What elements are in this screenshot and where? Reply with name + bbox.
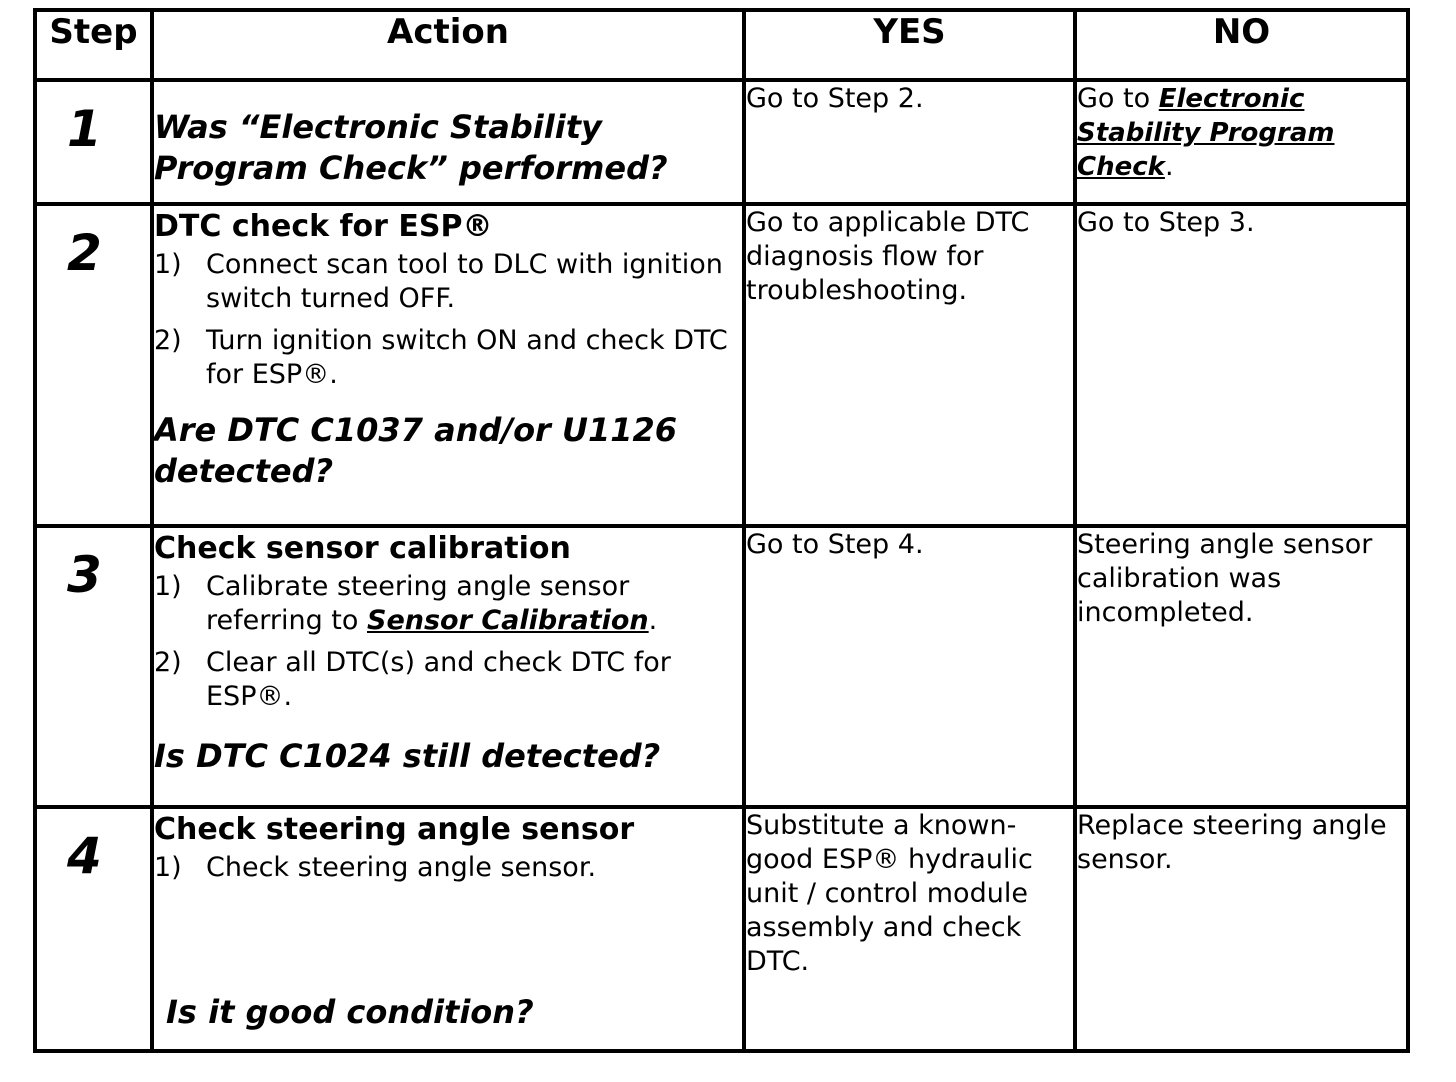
no-text-suffix: . xyxy=(1164,151,1174,182)
item-number: 2) xyxy=(154,325,182,356)
step-cell xyxy=(35,80,152,204)
no-text: Go to Step 3. xyxy=(1077,207,1255,238)
step-number: 2 xyxy=(67,224,102,282)
no-text-prefix: Go to xyxy=(1077,83,1159,114)
procedure-list xyxy=(154,851,742,885)
list-item xyxy=(154,248,742,316)
list-item xyxy=(154,324,742,392)
item-number: 1) xyxy=(154,571,182,602)
action-cell xyxy=(152,204,744,526)
item-number: 1) xyxy=(154,852,182,883)
step-number: 3 xyxy=(67,546,102,604)
no-cell xyxy=(1075,526,1408,807)
table-row xyxy=(35,807,1408,1051)
no-cell xyxy=(1075,80,1408,204)
header-no: NO xyxy=(1075,10,1408,80)
item-text: Clear all DTC(s) and check DTC for ESP®. xyxy=(206,647,671,712)
step-cell xyxy=(35,526,152,807)
action-cell xyxy=(152,807,744,1051)
step-number: 4 xyxy=(67,827,102,885)
header-step: Step xyxy=(35,10,152,80)
item-text-suffix: . xyxy=(648,605,658,636)
list-item xyxy=(154,570,742,638)
yes-text: Go to Step 2. xyxy=(746,83,924,114)
question-line: Was “Electronic Stability xyxy=(154,108,602,146)
item-text-prefix: Calibrate steering angle sensor referring to xyxy=(206,571,630,636)
item-number: 2) xyxy=(154,647,182,678)
sensor-calibration-link[interactable]: Sensor Calibration xyxy=(367,605,649,636)
item-text: Connect scan tool to DLC with ignition switch turned OFF. xyxy=(206,249,723,314)
table-row xyxy=(35,80,1408,204)
header-yes: YES xyxy=(744,10,1075,80)
diagnosis-table xyxy=(33,8,1410,1053)
yes-cell xyxy=(744,526,1075,807)
no-cell xyxy=(1075,807,1408,1051)
yes-cell xyxy=(744,80,1075,204)
no-text: Replace steering angle sensor. xyxy=(1077,810,1387,875)
header-action: Action xyxy=(152,10,744,80)
table-row xyxy=(35,526,1408,807)
diagnosis-table-container xyxy=(33,8,1406,1049)
item-text: Check steering angle sensor. xyxy=(206,852,597,883)
item-text: Turn ignition switch ON and check DTC for ESP®. xyxy=(206,325,728,390)
step-question: Are DTC C1037 and/or U1126 detected? xyxy=(154,411,678,490)
list-item xyxy=(154,851,742,885)
step-question: Is it good condition? xyxy=(166,993,534,1031)
yes-text: Substitute a known-good ESP® hydraulic unit / control module assembly and check DTC. xyxy=(746,810,1033,977)
no-cell xyxy=(1075,204,1408,526)
step-cell xyxy=(35,807,152,1051)
electronic-stability-program-check-link[interactable]: Electronic Stability Program Check xyxy=(1077,84,1335,182)
action-cell xyxy=(152,80,744,204)
table-header-row xyxy=(35,10,1408,80)
step-question xyxy=(154,107,742,189)
yes-cell xyxy=(744,807,1075,1051)
question-line: Program Check” performed? xyxy=(154,149,668,187)
procedure-list xyxy=(154,570,742,714)
no-text: Steering angle sensor calibration was incompleted. xyxy=(1077,529,1373,628)
step-number: 1 xyxy=(67,100,102,158)
action-cell xyxy=(152,526,744,807)
step-title: Check steering angle sensor xyxy=(154,812,635,847)
yes-text: Go to Step 4. xyxy=(746,529,924,560)
step-question: Is DTC C1024 still detected? xyxy=(154,737,661,775)
table-row xyxy=(35,204,1408,526)
step-title: DTC check for ESP® xyxy=(154,209,493,244)
list-item xyxy=(154,646,742,714)
yes-cell xyxy=(744,204,1075,526)
step-title: Check sensor calibration xyxy=(154,531,571,566)
yes-text: Go to applicable DTC diagnosis flow for troubleshooting. xyxy=(746,207,1030,306)
item-number: 1) xyxy=(154,249,182,280)
step-cell xyxy=(35,204,152,526)
procedure-list xyxy=(154,248,742,392)
item-text xyxy=(206,570,742,638)
